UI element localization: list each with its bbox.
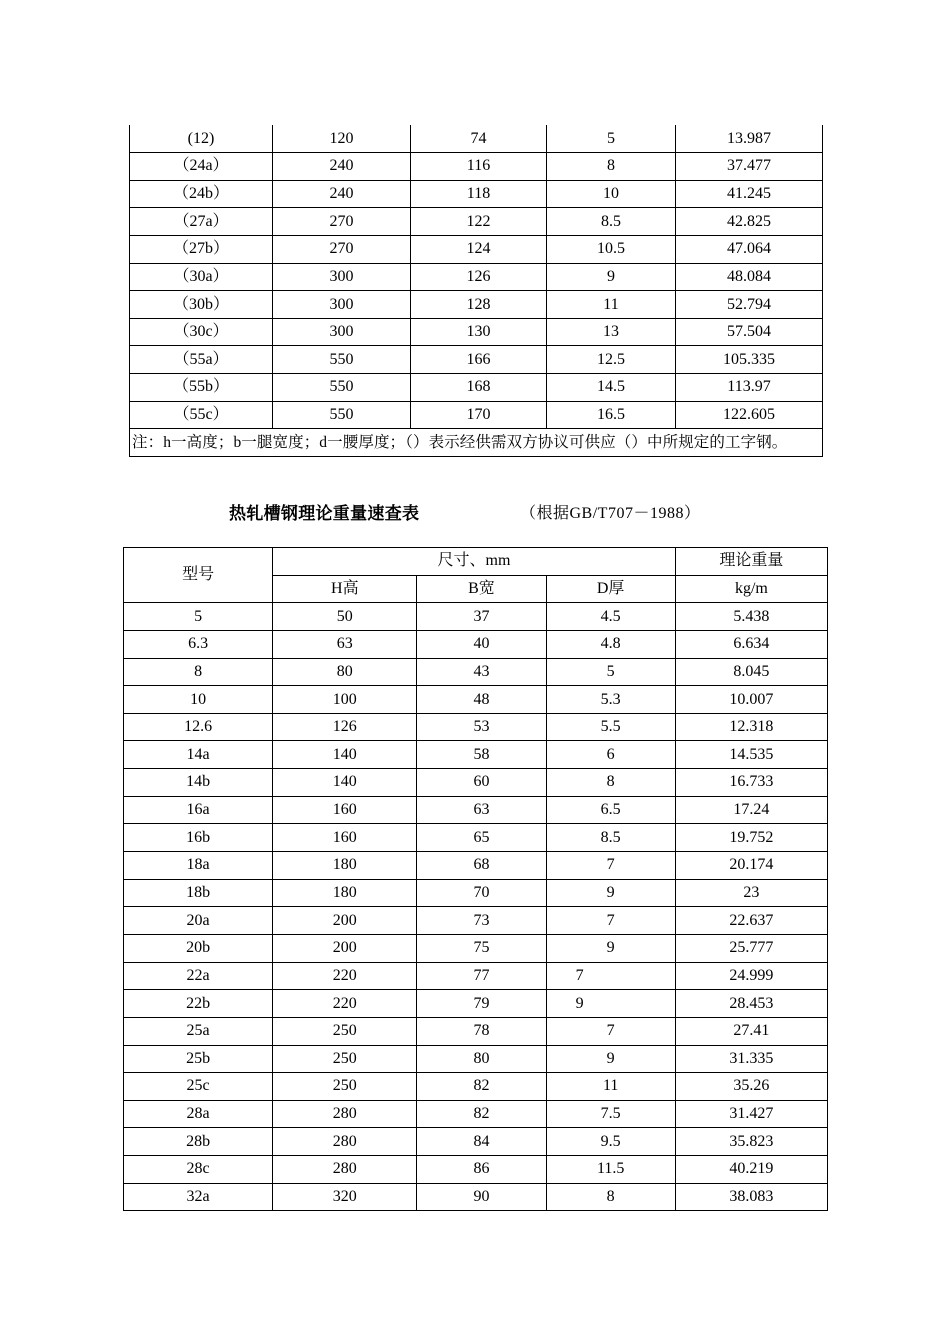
ibeam-table-row [130,208,823,236]
cell-thickness: 9 [547,263,676,291]
cell-model: 8 [124,658,273,686]
cell-weight: 23 [675,879,827,907]
cell-model: 32a [124,1183,273,1211]
channel-table-row [124,658,828,686]
cell-model: （24b） [130,180,273,208]
cell-weight: 24.999 [675,962,827,990]
header-dimension-group: 尺寸、mm [273,548,676,576]
cell-height: 140 [273,741,417,769]
cell-model: 16b [124,824,273,852]
cell-height: 550 [273,374,411,402]
channel-table-row [124,1156,828,1184]
cell-width: 60 [417,769,546,797]
cell-width: 126 [411,263,547,291]
cell-weight: 10.007 [675,686,827,714]
cell-model: 18b [124,879,273,907]
ibeam-table-row [130,263,823,291]
cell-thickness: 9 [546,879,675,907]
cell-model: 22a [124,962,273,990]
channel-table-row [124,879,828,907]
channel-table-row [124,824,828,852]
cell-weight: 6.634 [675,630,827,658]
cell-thickness: 8 [546,769,675,797]
cell-height: 50 [273,603,417,631]
cell-height: 120 [273,125,411,153]
channel-table-row [124,713,828,741]
cell-height: 280 [273,1128,417,1156]
cell-height: 100 [273,686,417,714]
cell-weight: 22.637 [675,907,827,935]
cell-weight: 105.335 [676,346,823,374]
cell-height: 80 [273,658,417,686]
channel-table-row [124,1183,828,1211]
cell-model: 20b [124,934,273,962]
cell-width: 70 [417,879,546,907]
cell-width: 75 [417,934,546,962]
cell-weight: 35.823 [675,1128,827,1156]
cell-model: 12.6 [124,713,273,741]
header-model: 型号 [124,548,273,603]
channel-table-row [124,852,828,880]
channel-table-row [124,1017,828,1045]
cell-width: 68 [417,852,546,880]
cell-thickness: 5 [546,658,675,686]
cell-thickness: 10 [547,180,676,208]
channel-table-row [124,907,828,935]
cell-weight: 12.318 [675,713,827,741]
cell-height: 200 [273,907,417,935]
header-d: D厚 [546,575,675,603]
channel-table-row [124,1100,828,1128]
cell-model: （30a） [130,263,273,291]
cell-width: 168 [411,374,547,402]
channel-table-row [124,962,828,990]
cell-height: 160 [273,796,417,824]
cell-model: 18a [124,852,273,880]
channel-table-row [124,796,828,824]
header-weight-line1: 理论重量 [675,548,827,576]
cell-thickness: 5 [547,125,676,153]
cell-weight: 20.174 [675,852,827,880]
cell-width: 86 [417,1156,546,1184]
cell-width: 166 [411,346,547,374]
cell-weight: 5.438 [675,603,827,631]
cell-weight: 37.477 [676,153,823,181]
channel-table-standard: （根据GB/T707－1988） [520,505,701,522]
channel-table-row [124,1128,828,1156]
cell-thickness: 7 [546,962,675,990]
cell-width: 43 [417,658,546,686]
cell-thickness: 16.5 [547,401,676,429]
cell-thickness: 5.5 [546,713,675,741]
ibeam-note-row [130,429,823,457]
cell-model: (12) [130,125,273,153]
cell-height: 300 [273,291,411,319]
cell-weight: 113.97 [676,374,823,402]
cell-model: （30c） [130,318,273,346]
cell-thickness: 14.5 [547,374,676,402]
cell-thickness: 6 [546,741,675,769]
cell-width: 82 [417,1100,546,1128]
cell-height: 300 [273,263,411,291]
cell-width: 170 [411,401,547,429]
cell-model: 14b [124,769,273,797]
cell-thickness: 9 [546,990,675,1018]
cell-width: 77 [417,962,546,990]
cell-height: 140 [273,769,417,797]
cell-weight: 57.504 [676,318,823,346]
cell-thickness: 9.5 [546,1128,675,1156]
channel-table-row [124,1045,828,1073]
cell-width: 118 [411,180,547,208]
cell-height: 220 [273,962,417,990]
ibeam-table-row [130,153,823,181]
cell-weight: 38.083 [675,1183,827,1211]
channel-table-row [124,686,828,714]
cell-weight: 13.987 [676,125,823,153]
channel-table-row [124,741,828,769]
cell-weight: 48.084 [676,263,823,291]
cell-height: 240 [273,180,411,208]
cell-thickness: 8.5 [547,208,676,236]
cell-height: 270 [273,208,411,236]
ibeam-table-row [130,180,823,208]
cell-model: （24a） [130,153,273,181]
cell-width: 80 [417,1045,546,1073]
cell-model: 14a [124,741,273,769]
cell-height: 550 [273,346,411,374]
cell-width: 128 [411,291,547,319]
ibeam-table-row [130,401,823,429]
ibeam-table-row [130,291,823,319]
ibeam-table-note: 注：h一高度；b一腿宽度；d一腰厚度；（）表示经供需双方协议可供应（）中所规定的工字钢。 [130,429,823,457]
cell-width: 65 [417,824,546,852]
cell-width: 58 [417,741,546,769]
cell-height: 160 [273,824,417,852]
channel-table-row [124,1073,828,1101]
cell-width: 130 [411,318,547,346]
cell-height: 63 [273,630,417,658]
cell-width: 122 [411,208,547,236]
cell-weight: 31.427 [675,1100,827,1128]
ibeam-table-row [130,235,823,263]
cell-model: 6.3 [124,630,273,658]
cell-height: 180 [273,852,417,880]
cell-width: 53 [417,713,546,741]
cell-height: 250 [273,1073,417,1101]
channel-table-row [124,990,828,1018]
channel-table-row [124,603,828,631]
channel-header-row-1 [124,548,828,576]
ibeam-table-body [130,125,823,429]
cell-weight: 40.219 [675,1156,827,1184]
cell-thickness: 12.5 [547,346,676,374]
cell-model: 16a [124,796,273,824]
cell-weight: 25.777 [675,934,827,962]
cell-width: 124 [411,235,547,263]
cell-thickness: 9 [546,934,675,962]
ibeam-table-row [130,374,823,402]
cell-thickness: 7 [546,852,675,880]
cell-width: 73 [417,907,546,935]
cell-width: 90 [417,1183,546,1211]
channel-table-row [124,934,828,962]
cell-thickness: 10.5 [547,235,676,263]
cell-height: 250 [273,1045,417,1073]
cell-weight: 47.064 [676,235,823,263]
cell-thickness: 8.5 [546,824,675,852]
cell-height: 180 [273,879,417,907]
ibeam-table-row [130,125,823,153]
cell-weight: 52.794 [676,291,823,319]
cell-height: 280 [273,1100,417,1128]
cell-thickness: 8 [546,1183,675,1211]
cell-model: 25c [124,1073,273,1101]
cell-width: 74 [411,125,547,153]
header-weight-unit: kg/m [675,575,827,603]
cell-model: （27b） [130,235,273,263]
cell-thickness: 8 [547,153,676,181]
cell-weight: 19.752 [675,824,827,852]
cell-weight: 35.26 [675,1073,827,1101]
header-h: H高 [273,575,417,603]
cell-width: 37 [417,603,546,631]
cell-weight: 8.045 [675,658,827,686]
cell-height: 280 [273,1156,417,1184]
cell-height: 250 [273,1017,417,1045]
ibeam-table-row [130,318,823,346]
cell-width: 78 [417,1017,546,1045]
cell-thickness: 5.3 [546,686,675,714]
cell-model: （55c） [130,401,273,429]
cell-weight: 27.41 [675,1017,827,1045]
cell-model: 10 [124,686,273,714]
cell-width: 84 [417,1128,546,1156]
cell-weight: 31.335 [675,1045,827,1073]
cell-thickness: 11 [546,1073,675,1101]
cell-height: 200 [273,934,417,962]
channel-table-row [124,630,828,658]
cell-width: 116 [411,153,547,181]
cell-model: 28a [124,1100,273,1128]
header-b: B宽 [417,575,546,603]
cell-model: 5 [124,603,273,631]
cell-thickness: 4.5 [546,603,675,631]
cell-thickness: 13 [547,318,676,346]
cell-thickness: 4.8 [546,630,675,658]
channel-table-row [124,769,828,797]
ibeam-weight-table [129,125,823,457]
cell-model: 28b [124,1128,273,1156]
cell-thickness: 9 [546,1045,675,1073]
ibeam-table-row [130,346,823,374]
cell-weight: 28.453 [675,990,827,1018]
cell-width: 40 [417,630,546,658]
channel-table-body [124,603,828,1211]
cell-weight: 16.733 [675,769,827,797]
cell-weight: 14.535 [675,741,827,769]
cell-height: 320 [273,1183,417,1211]
cell-model: （30b） [130,291,273,319]
cell-height: 126 [273,713,417,741]
cell-model: 28c [124,1156,273,1184]
cell-height: 300 [273,318,411,346]
cell-thickness: 7.5 [546,1100,675,1128]
cell-width: 63 [417,796,546,824]
cell-weight: 42.825 [676,208,823,236]
cell-thickness: 11.5 [546,1156,675,1184]
cell-model: 25b [124,1045,273,1073]
cell-thickness: 6.5 [546,796,675,824]
cell-weight: 17.24 [675,796,827,824]
cell-model: 25a [124,1017,273,1045]
cell-height: 550 [273,401,411,429]
cell-width: 82 [417,1073,546,1101]
cell-model: （55b） [130,374,273,402]
cell-model: 22b [124,990,273,1018]
cell-thickness: 11 [547,291,676,319]
cell-width: 79 [417,990,546,1018]
cell-height: 220 [273,990,417,1018]
cell-thickness: 7 [546,907,675,935]
cell-width: 48 [417,686,546,714]
channel-table-title: 热轧槽钢理论重量速查表 [229,504,420,524]
channel-weight-table [123,547,828,1211]
cell-model: 20a [124,907,273,935]
cell-weight: 122.605 [676,401,823,429]
cell-thickness: 7 [546,1017,675,1045]
cell-weight: 41.245 [676,180,823,208]
cell-model: （27a） [130,208,273,236]
cell-height: 240 [273,153,411,181]
cell-model: （55a） [130,346,273,374]
cell-height: 270 [273,235,411,263]
channel-section-heading [229,499,829,525]
